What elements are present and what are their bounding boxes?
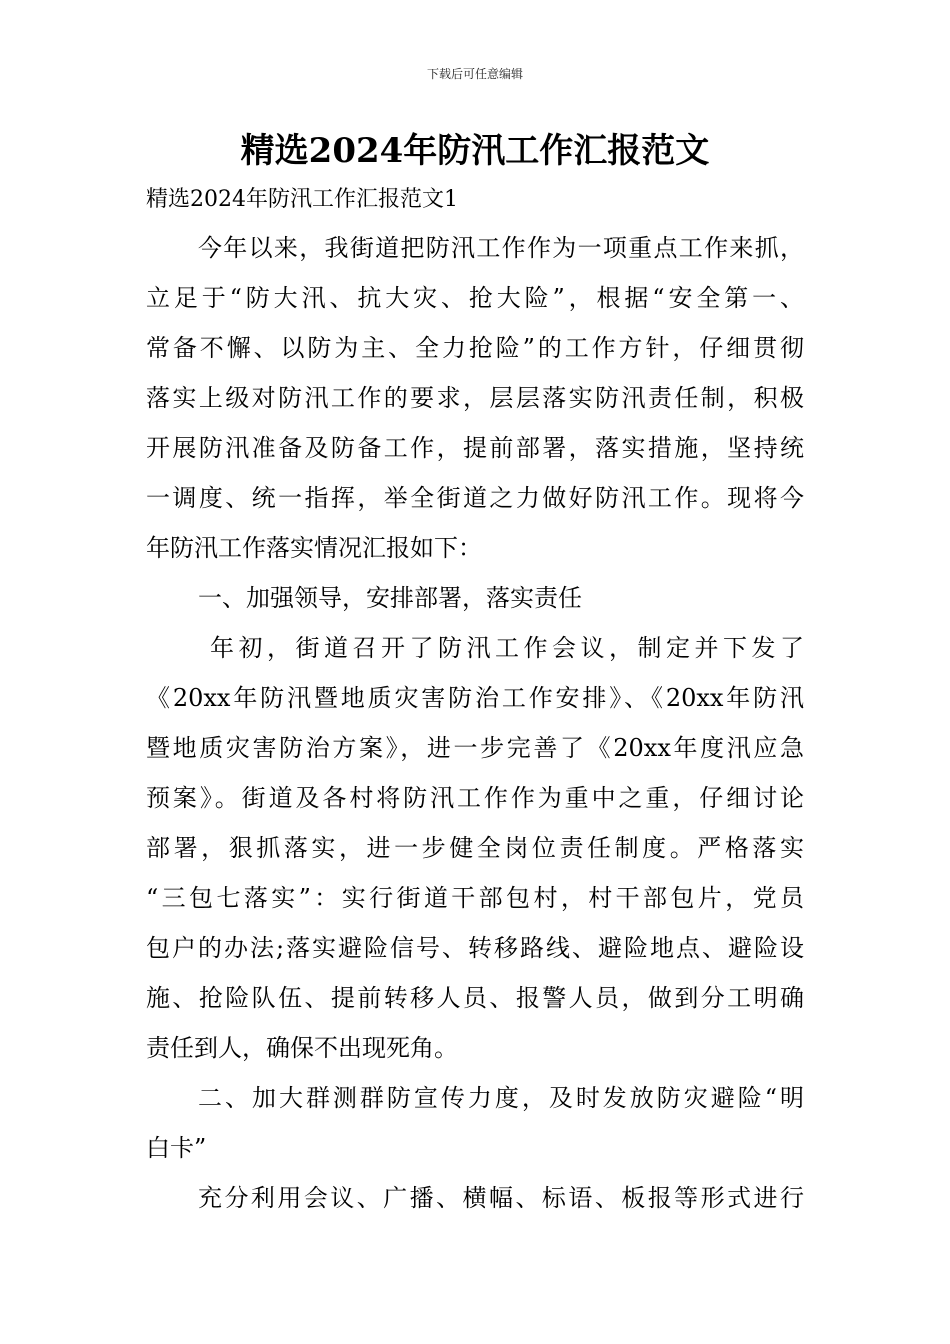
paragraph-line: “三包七落实”：实行街道干部包村，村干部包片，党员 — [146, 884, 804, 912]
paragraph-line: 施、抢险队伍、提前转移人员、报警人员，做到分工明确 — [146, 984, 804, 1012]
paragraph-line: 部署，狠抓落实，进一步健全岗位责任制度。严格落实 — [146, 834, 804, 862]
paragraph-line: 今年以来，我街道把防汛工作作为一项重点工作来抓， — [198, 234, 804, 262]
paragraph-line: 开展防汛准备及防备工作，提前部署，落实措施，坚持统 — [146, 434, 804, 462]
paragraph-line: 落实上级对防汛工作的要求，层层落实防汛责任制，积极 — [146, 384, 804, 412]
paragraph-line: 《20xx年防汛暨地质灾害防治工作安排》、《20xx年防汛 — [146, 684, 804, 712]
header-note: 下载后可任意编辑 — [426, 67, 523, 81]
paragraph-line: 预案》。街道及各村将防汛工作作为重中之重，仔细讨论 — [146, 784, 804, 812]
paragraph-line: 暨地质灾害防治方案》，进一步完善了《20xx年度汛应急 — [146, 734, 804, 762]
paragraph-line: 一调度、统一指挥，举全街道之力做好防汛工作。现将今 — [146, 484, 804, 512]
paragraph-line: 充分利用会议、广播、横幅、标语、板报等形式进行 — [198, 1184, 804, 1212]
paragraph-line: 责任到人，确保不出现死角。 — [146, 1034, 458, 1062]
paragraph-line: 立足于“防大汛、抗大灾、抢大险”，根据“安全第一、 — [146, 284, 804, 312]
section-subtitle: 精选2024年防汛工作汇报范文1 — [146, 187, 458, 212]
document-title: 精选2024年防汛工作汇报范文 — [240, 131, 710, 171]
paragraph-line: 年防汛工作落实情况汇报如下： — [146, 534, 482, 562]
section-heading: 一、加强领导，安排部署，落实责任 — [198, 584, 582, 612]
paragraph-line: 包户的办法;落实避险信号、转移路线、避险地点、避险设 — [146, 934, 804, 962]
paragraph-line: 年初，街道召开了防汛工作会议，制定并下发了 — [210, 634, 804, 662]
section-heading: 白卡” — [146, 1134, 207, 1162]
section-heading: 二、加大群测群防宣传力度，及时发放防灾避险“明 — [198, 1084, 804, 1112]
paragraph-line: 常备不懈、以防为主、全力抢险”的工作方针，仔细贯彻 — [146, 334, 804, 362]
